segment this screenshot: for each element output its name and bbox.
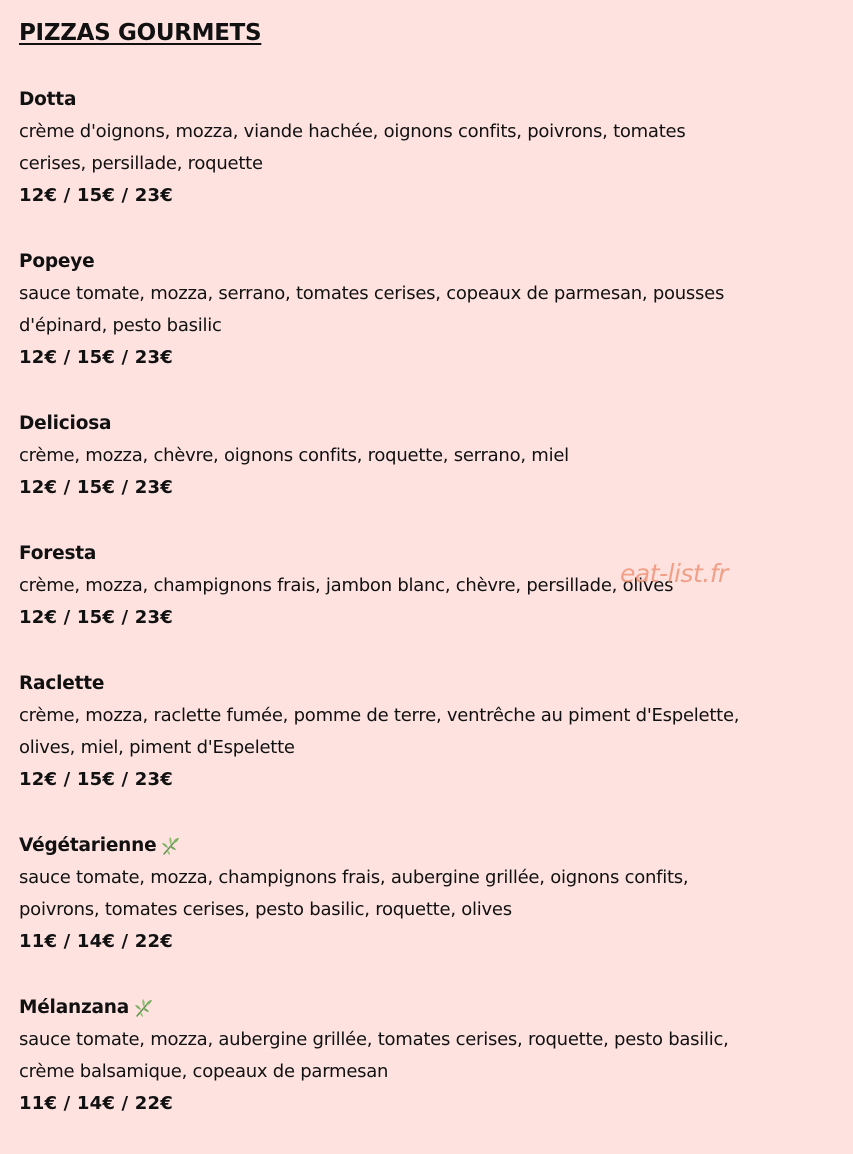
- item-description: sauce tomate, mozza, serrano, tomates cerises, copeaux de parmesan, pousses d'épinard, pesto basilic: [19, 283, 725, 336]
- item-price: 12€ / 15€ / 23€: [19, 607, 173, 628]
- item-name: Foresta: [19, 543, 97, 564]
- menu-item-popeye: [19, 246, 819, 374]
- menu-item-vegetarienne: [19, 830, 819, 958]
- item-price: 11€ / 14€ / 22€: [19, 931, 173, 952]
- item-price: 12€ / 15€ / 23€: [19, 477, 173, 498]
- item-name: Popeye: [19, 251, 95, 272]
- item-description: sauce tomate, mozza, champignons frais, aubergine grillée, oignons confits, poivrons, tomates cerises, pesto basilic, roquette, olives: [19, 867, 689, 920]
- menu-item-melanzana: [19, 992, 819, 1120]
- menu-item-dotta: [19, 84, 819, 212]
- item-name: Végétarienne: [19, 835, 157, 856]
- item-price: 12€ / 15€ / 23€: [19, 347, 173, 368]
- item-name: Raclette: [19, 673, 105, 694]
- herb-leaf-icon: [161, 836, 181, 856]
- item-name: Deliciosa: [19, 413, 112, 434]
- item-description: crème, mozza, raclette fumée, pomme de terre, ventrêche au piment d'Espelette, olives, miel, piment d'Espelette: [19, 705, 740, 758]
- item-price: 12€ / 15€ / 23€: [19, 185, 173, 206]
- item-name: Mélanzana: [19, 997, 130, 1018]
- watermark: eat-list.fr: [620, 559, 728, 588]
- menu-items: [19, 84, 819, 1154]
- menu-item-raclette: [19, 668, 819, 796]
- item-description: crème, mozza, champignons frais, jambon blanc, chèvre, persillade, olives: [19, 575, 674, 596]
- item-price: 11€ / 14€ / 22€: [19, 1093, 173, 1114]
- item-price: 12€ / 15€ / 23€: [19, 769, 173, 790]
- item-description: crème, mozza, chèvre, oignons confits, roquette, serrano, miel: [19, 445, 569, 466]
- menu-item-deliciosa: [19, 408, 819, 504]
- item-description: crème d'oignons, mozza, viande hachée, oignons confits, poivrons, tomates cerises, persillade, roquette: [19, 121, 686, 174]
- item-description: sauce tomate, mozza, aubergine grillée, tomates cerises, roquette, pesto basilic, crème balsamique, copeaux de parmesan: [19, 1029, 729, 1082]
- herb-leaf-icon: [134, 998, 154, 1018]
- section-title: PIZZAS GOURMETS: [19, 20, 262, 46]
- item-name: Dotta: [19, 89, 77, 110]
